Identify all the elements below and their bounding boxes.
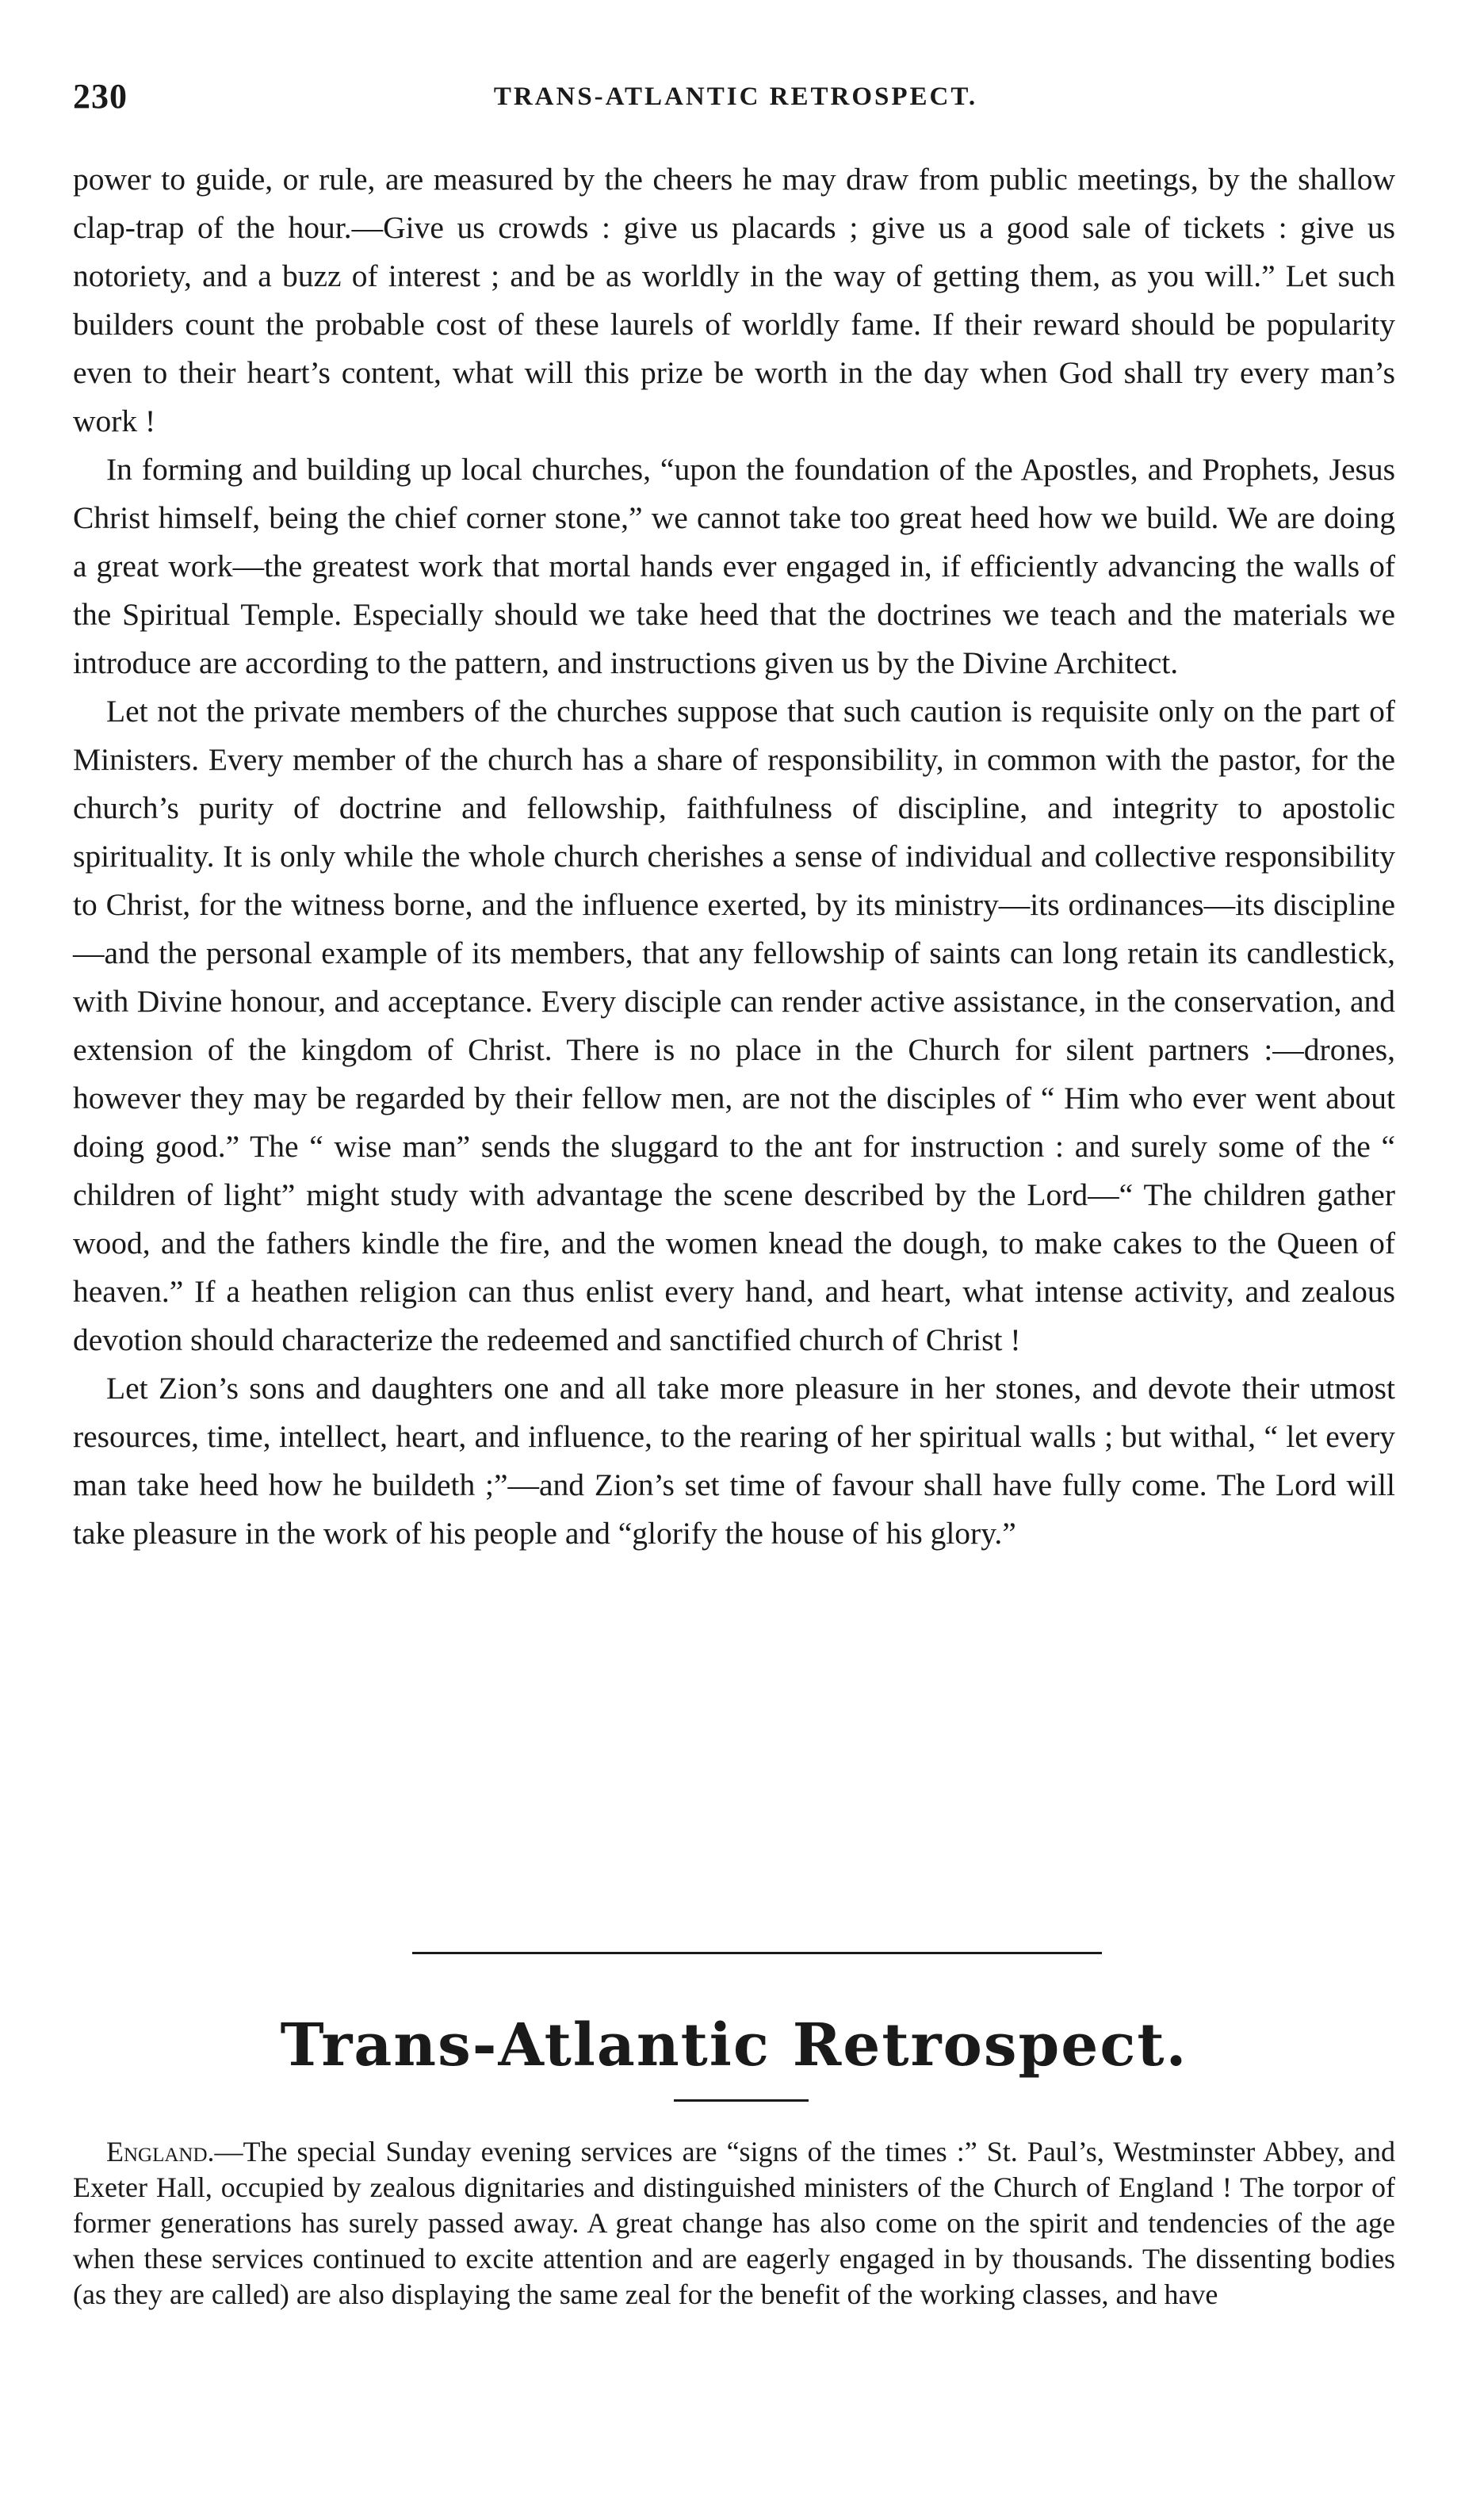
paragraph-2: In forming and building up local churches, “upon the foundation of the Apostles, and Prophets, Jesus Christ himself, being the chief corner stone,” we cannot take too great heed how we build. We are doing a great work—the greatest work that mortal hands ever engaged in, if efficiently advancing the walls of the Spiritual Temple. Especially should we take heed that the doctrines we teach and the materials we introduce are according to the pattern, and instructions given us by the Divine Architect.: [73, 452, 1395, 680]
article-body: [73, 155, 1395, 1558]
page-number: 230: [73, 77, 128, 116]
section-body: [73, 2134, 1395, 2313]
title-underline: [674, 2099, 809, 2102]
paragraph-3: Let not the private members of the churches suppose that such caution is requisite only on the part of Ministers. Every member of the church has a share of responsibility, in common with the pastor, for the church’s purity of doctrine and fellowship, faithfulness of discipline, and integrity to apostolic spirituality. It is only while the whole church cherishes a sense of individual and collective responsibility to Christ, for the witness borne, and the influence exerted, by its ministry—its ordinances—its discipline—and the personal example of its members, that any fellowship of saints can long retain its candlestick, with Divine honour, and acceptance. Every disciple can render active assistance, in the conservation, and extension of the kingdom of Christ. There is no place in the Church for silent partners :—drones, however they may be regarded by their fellow men, are not the disciples of “ Him who ever went about doing good.” The “ wise man” sends the sluggard to the ant for instruction : and surely some of the “ children of light” might study with advantage the scene described by the Lord—“ The children gather wood, and the fathers kindle the fire, and the women knead the dough, to make cakes to the Queen of heaven.” If a heathen religion can thus enlist every hand, and heart, what intense activity, and zealous devotion should characterize the redeemed and sanctified church of Christ !: [73, 694, 1395, 1357]
paragraph-1: power to guide, or rule, are measured by the cheers he may draw from public meetings, by the shallow clap-trap of the hour.—Give us crowds : give us placards ; give us a good sale of tickets : give us notoriety, and a buzz of interest ; and be as worldly in the way of getting them, as you will.” Let such builders count the probable cost of these laurels of worldly fame. If their reward should be popularity even to their heart’s content, what will this prize be worth in the day when God shall try every man’s work !: [73, 162, 1395, 438]
section-paragraph: [73, 2134, 1395, 2313]
section-text: —The special Sunday evening services are “signs of the times :” St. Paul’s, Westminster Abbey, and Exeter Hall, occupied by zealous dignitaries and distinguished ministers of the Church of England ! The torpor of former generations has surely passed away. A great change has also come on the spirit and tendencies of the age when these services continued to excite attention and are eagerly engaged in by thousands. The dissenting bodies (as they are called) are also displaying the same zeal for the benefit of the working classes, and have: [73, 2136, 1395, 2310]
page-header: [73, 76, 1398, 124]
section-divider: [412, 1952, 1102, 1954]
paragraph-4: Let Zion’s sons and daughters one and all take more pleasure in her stones, and devote their utmost resources, time, intellect, heart, and influence, to the rearing of her spiritual walls ; but withal, “ let every man take heed how he buildeth ;”—and Zion’s set time of favour shall have fully come. The Lord will take pleasure in the work of his people and “glorify the house of his glory.”: [73, 1371, 1395, 1551]
section-title: Trans-Atlantic Retrospect.: [280, 2011, 1188, 2079]
section-lead: England.: [106, 2136, 215, 2167]
running-head: TRANS-ATLANTIC RETROSPECT.: [493, 82, 978, 111]
